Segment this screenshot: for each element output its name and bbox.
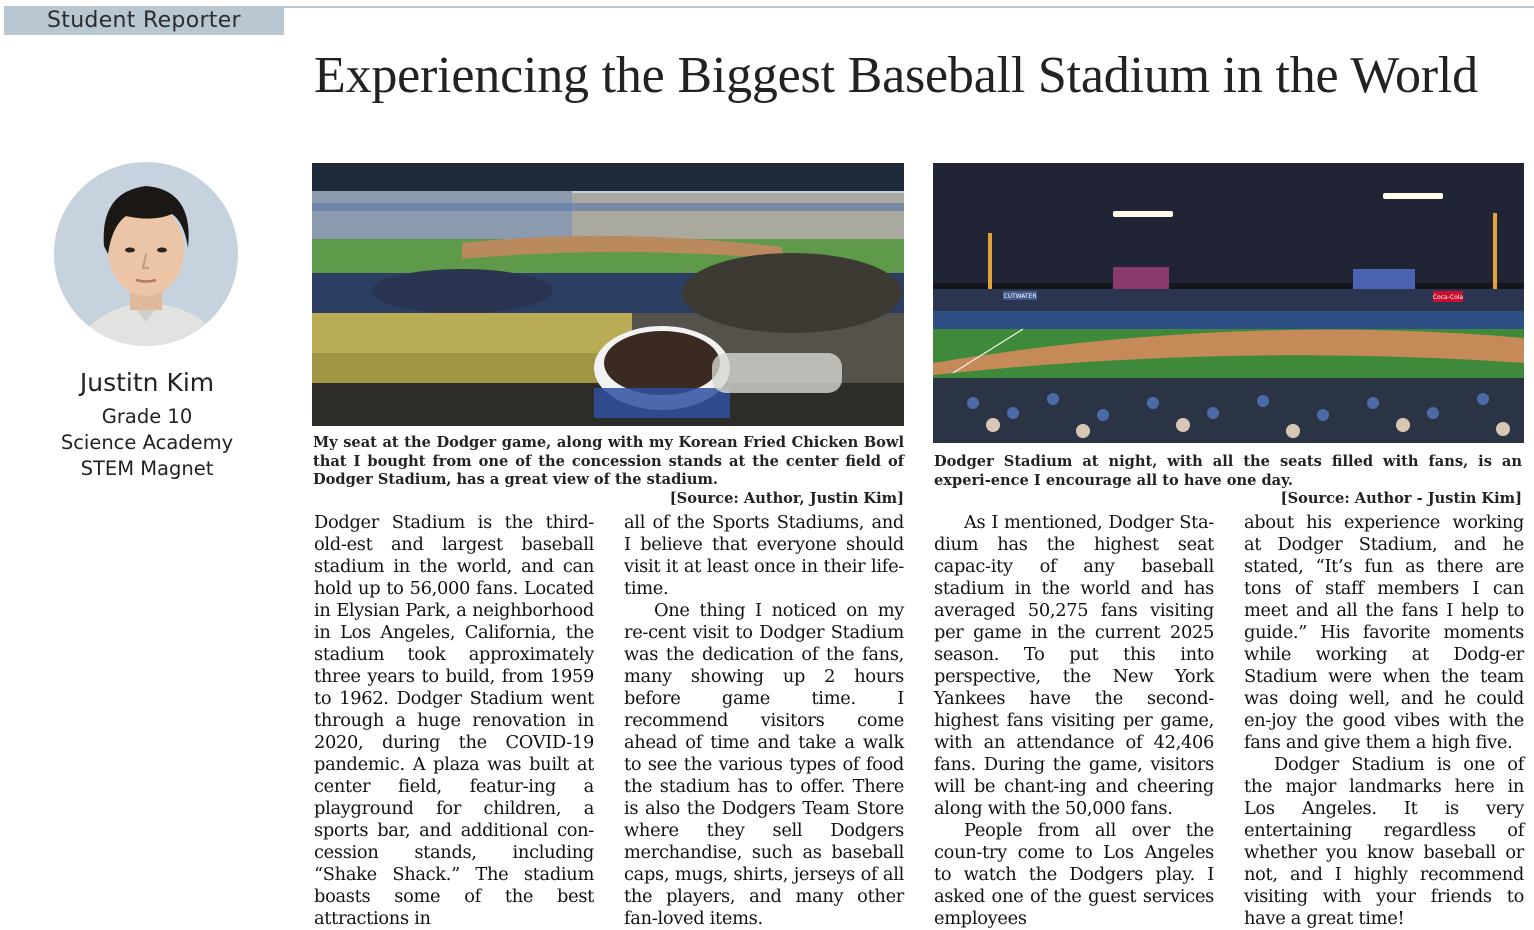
photo-night-stadium [933, 163, 1524, 443]
stadium-day-image-icon [312, 163, 904, 426]
article-column-1 [314, 512, 594, 930]
article-paragraph: all of the Sports Stadiums, and I believe that everyone should visit it at least once in their life-time. [624, 512, 904, 599]
article-column-4 [1244, 512, 1524, 930]
author-grade: Grade 10 [101, 405, 193, 428]
photo-night-caption-text: Dodger Stadium at night, with all the seats filled with fans, is an experi-ence I encourage all to have one day. [934, 453, 1522, 489]
photo-seat-caption [313, 434, 904, 508]
author-avatar [54, 162, 238, 346]
photo-seat-view [312, 163, 904, 426]
board-coke: Coca-Cola [1432, 294, 1464, 301]
article-column-2 [624, 512, 904, 930]
section-tab [4, 6, 284, 35]
article-paragraph: Dodger Stadium is one of the major landmarks here in Los Angeles. It is very entertaining regardless of whether you know baseball or not, and I highly recommend visiting with your friends to have a great time! [1244, 754, 1524, 929]
headline: Experiencing the Biggest Baseball Stadium in the World [314, 47, 1478, 104]
article-paragraph: One thing I noticed on my re-cent visit to Dodger Stadium was the dedication of the fans, many showing up 2 hours before game time. I recommend visitors come ahead of time and take a walk to see the various types of food the stadium has to offer. There is also the Dodgers Team Store where they sell Dodgers merchandise, such as baseball caps, mugs, shirts, jerseys of all the players, and many other fan-loved items. [624, 600, 904, 929]
author-portrait-icon [54, 162, 238, 346]
board-cutwater: CUTWATER [1003, 293, 1037, 300]
article-paragraph: Dodger Stadium is the third-old-est and largest baseball stadium in the world, and can hold up to 56,000 fans. Located in Elysian Park, a neighborhood in Los Angeles, California, the stadium took approximately three years to build, from 1959 to 1962. Dodger Stadium went through a huge renovation in 2020, during the COVID-19 pandemic. A plaza was built at center field, featur-ing a playground for children, a sports bar, and additional con-cession stands, including “Shake Shack.” The stadium boasts some of the best attractions in [314, 512, 594, 929]
author-name: Justitn Kim [79, 368, 215, 397]
stadium-night-image-icon [933, 163, 1524, 443]
photo-seat-source: [Source: Author, Justin Kim] [669, 489, 904, 507]
article-column-3 [934, 512, 1214, 930]
article-paragraph: People from all over the coun-try come to Los Angeles to watch the Dodgers play. I asked one of the guest services employees [934, 820, 1214, 929]
top-rule [284, 6, 1534, 8]
author-school-line1: Science Academy [60, 431, 234, 454]
author-school-line2: STEM Magnet [80, 457, 214, 480]
article-paragraph: about his experience working at Dodger Stadium, and he stated, “It’s fun as there are tons of staff members I can meet and all the fans I help to guide.” His favorite moments while working at Dodg-er Stadium were when the team was doing well, and he could en-joy the good vibes with the fans and give them a high five. [1244, 512, 1524, 753]
photo-night-caption [934, 453, 1522, 509]
photo-seat-caption-text: My seat at the Dodger game, along with my Korean Fried Chicken Bowl that I bought from one of the concession stands at the center field of Dodger Stadium, has a great view of the stadium. [313, 434, 904, 488]
photo-night-source: [Source: Author - Justin Kim] [1280, 490, 1522, 507]
article-paragraph: As I mentioned, Dodger Sta-dium has the highest seat capac-ity of any baseball stadium in the world and has averaged 50,275 fans visiting per game in the current 2025 season. To put this into perspective, the New York Yankees have the second-highest fans visiting per game, with an attendance of 42,406 fans. During the game, visitors will be chant-ing and cheering along with the 50,000 fans. [934, 512, 1214, 819]
section-label: Student Reporter [47, 8, 241, 33]
